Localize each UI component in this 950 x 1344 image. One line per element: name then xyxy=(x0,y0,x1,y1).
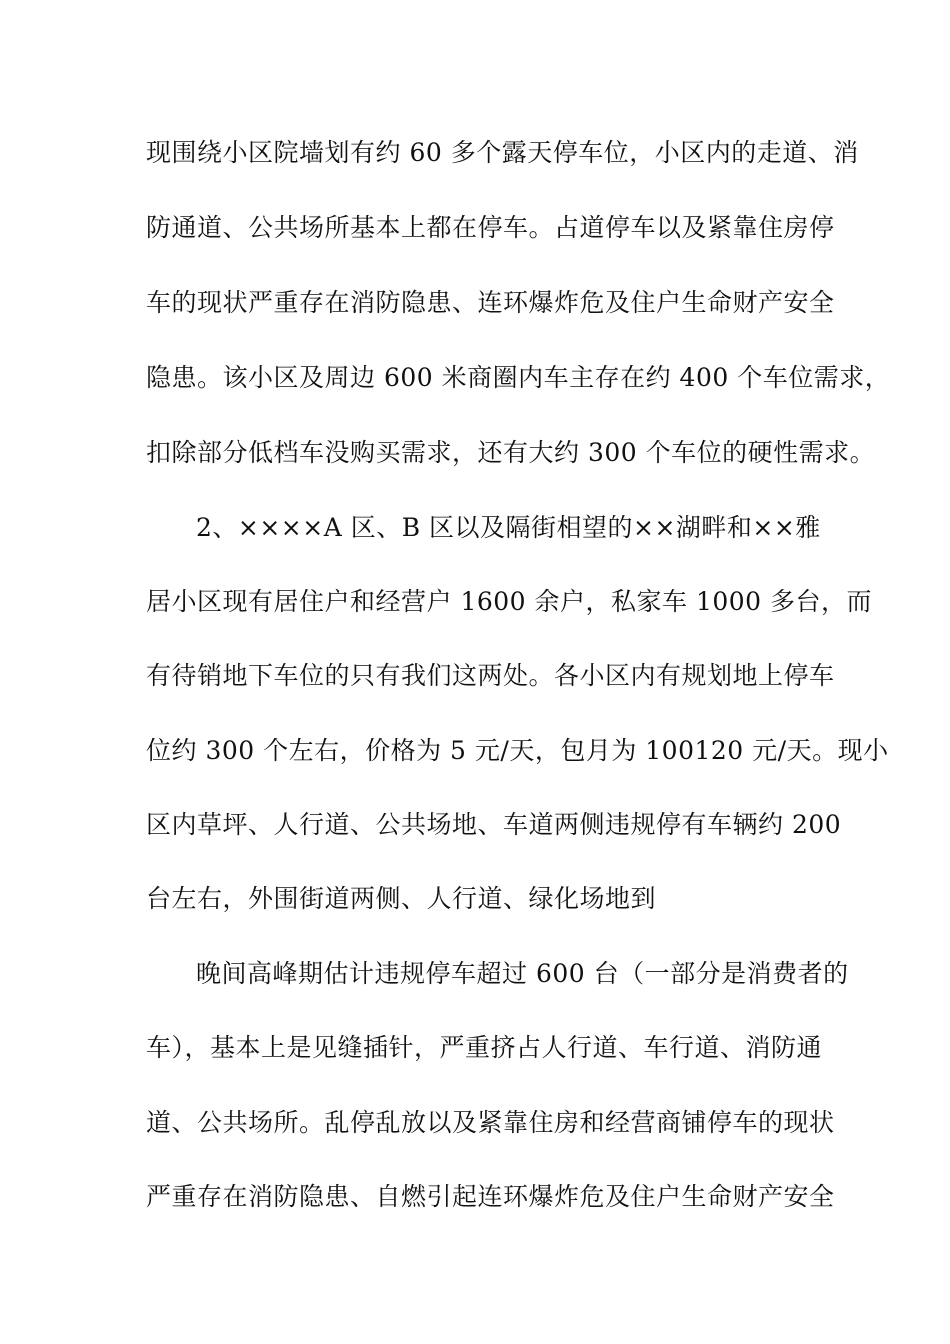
text-line-6: 2、××××A 区、B 区以及隔街相望的××湖畔和××雅 xyxy=(196,513,821,542)
text-line-3: 车的现状严重存在消防隐患、连环爆炸危及住户生命财产安全 xyxy=(146,288,835,317)
text-line-5: 扣除部分低档车没购买需求，还有大约 300 个车位的硬性需求。 xyxy=(146,438,876,467)
text-line-4: 隐患。该小区及周边 600 米商圈内车主存在约 400 个车位需求， xyxy=(146,363,891,392)
text-line-1: 现围绕小区院墙划有约 60 多个露天停车位，小区内的走道、消 xyxy=(146,138,859,167)
text-line-11: 台左右，外围街道两侧、人行道、绿化场地到 xyxy=(146,884,657,913)
text-line-9: 位约 300 个左右，价格为 5 元/天，包月为 100120 元/天。现小 xyxy=(146,736,889,765)
text-line-2: 防通道、公共场所基本上都在停车。占道停车以及紧靠住房停 xyxy=(146,213,835,242)
text-line-14: 道、公共场所。乱停乱放以及紧靠住房和经营商铺停车的现状 xyxy=(146,1108,835,1137)
text-line-12: 晚间高峰期估计违规停车超过 600 台（一部分是消费者的 xyxy=(196,959,849,988)
text-line-7: 居小区现有居住户和经营户 1600 余户，私家车 1000 多台，而 xyxy=(146,587,873,616)
text-line-8: 有待销地下车位的只有我们这两处。各小区内有规划地上停车 xyxy=(146,661,835,690)
text-line-15: 严重存在消防隐患、自燃引起连环爆炸危及住户生命财产安全 xyxy=(146,1182,835,1211)
text-line-13: 车），基本上是见缝插针，严重挤占人行道、车行道、消防通 xyxy=(146,1033,823,1062)
text-line-10: 区内草坪、人行道、公共场地、车道两侧违规停有车辆约 200 xyxy=(146,810,842,839)
